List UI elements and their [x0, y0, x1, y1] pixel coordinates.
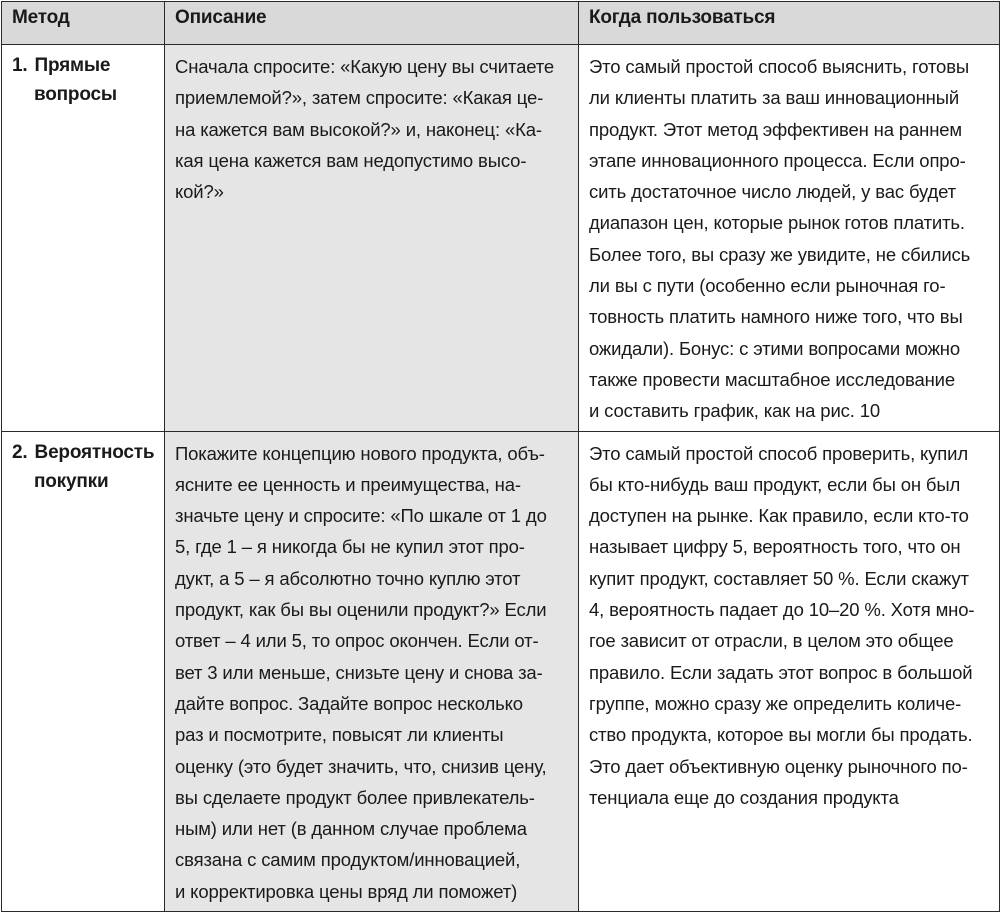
description-line: 5, где 1 – я никогда бы не купил этот про-	[175, 536, 525, 558]
header-description: Описание	[165, 2, 579, 45]
when-line: Это самый простой способ выяснить, готовы	[589, 56, 970, 77]
description-line: оценку (это будет значить, что, снизив цену,	[175, 755, 547, 777]
when-line: сить достаточное число людей, у вас будет	[589, 181, 956, 203]
description-line: на кажется вам высокой?» и, наконец: «Ка-	[175, 118, 542, 140]
when-line: называет цифру 5, вероятность того, что он	[589, 536, 961, 558]
description-line: раз и посмотрите, повысят ли клиенты	[175, 724, 504, 746]
when-to-use-cell	[579, 431, 1000, 911]
description-cell	[165, 431, 579, 911]
when-line: группе, можно сразу же определить количе-	[589, 692, 962, 714]
description-line: вы сделаете продукт более привлекатель-	[175, 786, 535, 808]
table-row-direct-questions	[2, 45, 1000, 432]
when-to-use-cell	[579, 45, 1000, 432]
when-line: и составить график, как на рис. 10	[589, 400, 880, 422]
description-line: дайте вопрос. Задайте вопрос несколько	[175, 692, 523, 714]
when-line: ли вы с пути (особенно если рыночная го-	[589, 275, 946, 297]
description-line: приемлемой?», затем спросите: «Какая це-	[175, 87, 544, 109]
method-cell	[2, 431, 165, 911]
when-line: доступен на рынке. Как правило, если кто-то	[589, 505, 969, 527]
description-line: Сначала спросите: «Какую цену вы считаете	[175, 56, 554, 77]
header-when: Когда пользоваться	[579, 2, 1000, 45]
when-line: ство продукта, которое вы могли бы продать.	[589, 724, 973, 746]
when-line: этапе инновационного процесса. Если опро-	[589, 149, 966, 171]
description-line: ответ – 4 или 5, то опрос окончен. Если от-	[175, 630, 539, 652]
description-line: дукт, а 5 – я абсолютно точно куплю этот	[175, 567, 521, 589]
method-name-line1: Вероятность	[34, 441, 155, 463]
description-line: ясните ее ценность и преимущества, на-	[175, 473, 521, 495]
description-line: значьте цену и спросите: «По шкале от 1 до	[175, 505, 547, 527]
method-number: 2.	[12, 441, 28, 463]
method-number: 1.	[12, 55, 28, 76]
when-line: 4, вероятность падает до 10–20 %. Хотя мно-	[589, 599, 975, 621]
method-name-line1: Прямые	[34, 55, 111, 76]
description-line: вет 3 или меньше, снизьте цену и снова за-	[175, 661, 543, 683]
description-line: Покажите концепцию нового продукта, объ-	[175, 442, 545, 464]
description-cell	[165, 45, 579, 432]
when-line: купит продукт, составляет 50 %. Если скажут	[589, 567, 969, 589]
method-name-line2: вопросы	[34, 84, 117, 105]
method-cell	[2, 45, 165, 432]
pricing-methods-table	[1, 1, 1000, 912]
when-line: ли клиенты платить за ваш инновационный	[589, 87, 960, 109]
when-line: продукт. Этот метод эффективен на раннем	[589, 118, 962, 140]
description-line: кая цена кажется вам недопустимо высо-	[175, 149, 527, 171]
description-line: ным) или нет (в данном случае проблема	[175, 818, 527, 840]
when-line: также провести масштабное исследование	[589, 368, 955, 390]
when-line: тенциала еще до создания продукта	[589, 786, 899, 808]
table-row-purchase-probability	[2, 431, 1000, 911]
header-method: Метод	[2, 2, 165, 45]
when-line: товность платить намного ниже того, что вы	[589, 306, 963, 328]
when-line: Более того, вы сразу же увидите, не сбились	[589, 243, 971, 265]
description-line: кой?»	[175, 181, 224, 203]
when-line: Это самый простой способ проверить, купил	[589, 442, 968, 464]
description-line: продукт, как бы вы оценили продукт?» Если	[175, 599, 547, 621]
header-row	[2, 2, 1000, 45]
method-name-line2: покупки	[34, 470, 109, 492]
when-line: гое зависит от отрасли, в целом это общее	[589, 630, 954, 652]
description-line: связана с самим продуктом/инновацией,	[175, 849, 521, 871]
when-line: Это дает объективную оценку рыночного по-	[589, 755, 968, 777]
when-line: бы кто-нибудь ваш продукт, если бы он был	[589, 473, 961, 495]
when-line: ожидали). Бонус: с этими вопросами можно	[589, 337, 961, 359]
description-line: и корректировка цены вряд ли поможет)	[175, 880, 518, 902]
when-line: диапазон цен, которые рынок готов платить.	[589, 212, 965, 234]
when-line: правило. Если задать этот вопрос в большой	[589, 661, 973, 683]
